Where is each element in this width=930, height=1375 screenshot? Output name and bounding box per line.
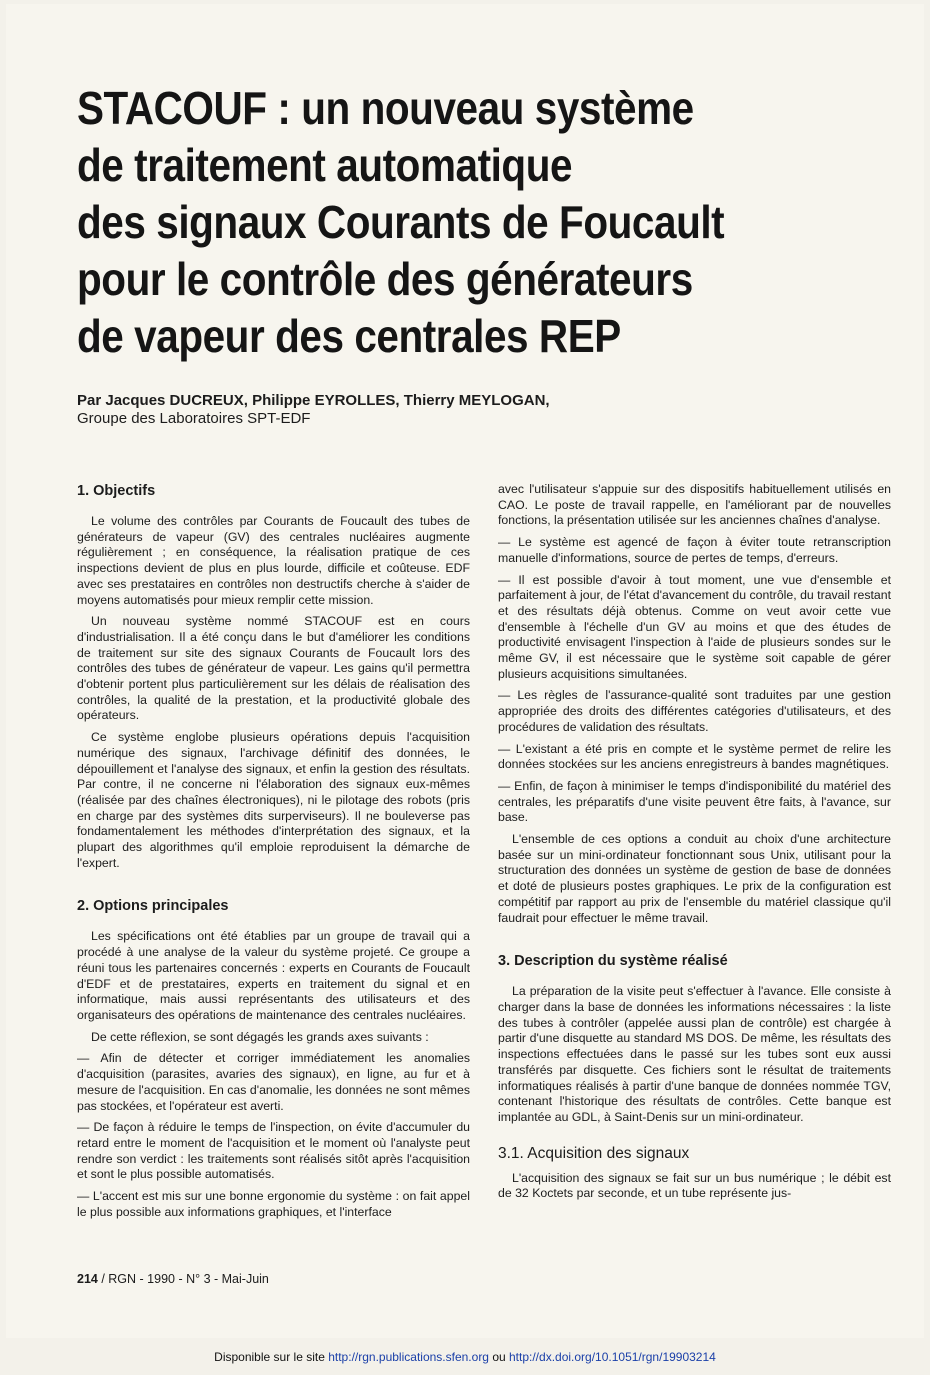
author-block (77, 392, 550, 428)
footer-link-doi[interactable]: http://dx.doi.org/10.1051/rgn/19903214 (509, 1350, 716, 1364)
paragraph: De cette réflexion, se sont dégagés les grands axes suivants : (91, 1029, 429, 1044)
article-title (77, 80, 877, 365)
title-line: des signaux Courants de Foucault (77, 196, 725, 248)
paragraph: Ce système englobe plusieurs opérations depuis l'acquisition numérique des signaux, l'archivage définitif des données, le dépouillement et l'analyse des signaux, et enfin la gestion des résultats. Par contre, il ne concerne ni l'élaboration des signaux eux-mêmes (réalisée par des chaînes électroniques), ni le pilotage des robots (pris en charge par des systèmes dits surperviseurs). Il ne bouleverse pas fondamentalement les méthodes d'interprétation des signaux, et la plupart des algorithmes qu'il emploie reproduisent la démarche de l'expert. (77, 730, 470, 870)
right-column (498, 482, 891, 1208)
dash-item: — Il est possible d'avoir à tout moment, une vue d'ensemble et parfaitement à jour, de l'état d'avancement du contrôle, du travail restant et des résultats déjà obtenus. Comme on veut avoir cette vue d'ensemble à l'échelle d'un GV au moins et que des études de productivité envisagent l'inspection à l'aide de plusieurs sondes sur le même GV, il est nécessaire que le système soit capable de gérer plusieurs acquisitions simultanées. (498, 572, 891, 681)
paragraph: L'ensemble de ces options a conduit au choix d'une architecture basée sur un mini-ordinateur fonctionnant sous Unix, utilisant pour la structuration des données un système de gestion de base de données et doté de plusieurs postes graphiques. Le prix de la configuration est compétitif par rapport au prix de l'ensemble du matériel classique qu'il faudrait pour effectuer le même travail. (498, 832, 891, 925)
paragraph: Un nouveau système nommé STACOUF est en cours d'industrialisation. Il a été conçu dans le but d'améliorer les conditions de traitement sur site des signaux Courants de Foucault lors des contrôles des tubes de générateur de vapeur. Les gains qu'il permettra d'obtenir portent plus particulièrement sur les délais de réalisation des contrôles, la qualité de la prestation, et la productivité globale des opérateurs. (77, 614, 470, 723)
dash-item: — L'accent est mis sur une bonne ergonomie du système : on fait appel le plus possible aux informations graphiques, et l'interface (77, 1189, 470, 1219)
author-names: Par Jacques DUCREUX, Philippe EYROLLES, Thierry MEYLOGAN, (77, 392, 550, 409)
availability-footer (0, 1350, 930, 1364)
dash-item: — Afin de détecter et corriger immédiatement les anomalies d'acquisition (parasites, avaries des signaux), en ligne, au fur et à mesure de l'acquisition. En cas d'anomalie, les données ne sont mêmes pas stockées, et l'opérateur est averti. (77, 1051, 470, 1113)
footer-prefix: Disponible sur le site (214, 1350, 329, 1364)
title-line: STACOUF : un nouveau système (77, 82, 694, 134)
footer-middle: ou (488, 1350, 509, 1364)
dash-item: — Le système est agencé de façon à éviter toute retranscription manuelle d'informations, source de pertes de temps, d'erreurs. (498, 535, 891, 565)
author-affiliation: Groupe des Laboratoires SPT-EDF (77, 410, 311, 427)
page-number: 214 (77, 1272, 98, 1286)
left-column (77, 482, 470, 1226)
title-line: pour le contrôle des générateurs (77, 253, 693, 305)
journal-reference: / RGN - 1990 - N° 3 - Mai-Juin (97, 1272, 269, 1286)
subsection-heading: 3.1. Acquisition des signaux (498, 1144, 690, 1162)
dash-item: — De façon à réduire le temps de l'inspection, on évite d'accumuler du retard entre le moment de l'acquisition et le moment où l'analyste peut rendre son verdict : les traitements sont réalisés sitôt après l'acquisition et sont le plus possible automatisés. (77, 1120, 470, 1182)
paragraph: L'acquisition des signaux se fait sur un bus numérique ; le débit est de 32 Koctets par seconde, et un tube représente jus- (498, 1170, 891, 1201)
footer-link-site[interactable]: http://rgn.publications.sfen.org (328, 1350, 489, 1364)
title-line: de vapeur des centrales REP (77, 310, 621, 362)
paragraph: avec l'utilisateur s'appuie sur des dispositifs habituellement utilisés en CAO. Le poste de travail rappelle, en l'améliorant par de nouvelles fonctions, la présentation utilisée sur les anciennes chaînes d'analyse. (498, 482, 891, 528)
section-heading: 1. Objectifs (77, 483, 156, 499)
dash-item: — Enfin, de façon à minimiser le temps d'indisponibilité du matériel des centrales, les préparatifs d'une visite peuvent être faits, à l'avance, sur base. (498, 778, 891, 825)
title-line: de traitement automatique (77, 139, 573, 191)
section-heading: 2. Options principales (77, 898, 229, 915)
page-folio (77, 1272, 269, 1286)
paragraph: Le volume des contrôles par Courants de Foucault des tubes de générateurs de vapeur (GV) des centrales nucléaires augmente régulièrement ; en conséquence, la réalisation pratique de ces inspections devient de plus en plus lourde, difficile et coûteuse. EDF avec ses prestataires en contrôles non destructifs cherche à s'aider de moyens automatisés pour mieux remplir cette mission. (77, 514, 470, 607)
paragraph: Les spécifications ont été établies par un groupe de travail qui a procédé à une analyse de la valeur du système projeté. Ce groupe a réuni tous les partenaires concernés : experts en Courants de Foucault d'EDF et de prestataires, experts en traitement du signal et en informatique, mais aussi représentants des utilisateurs et des organisateurs des opérations de maintenance des centrales nucléaires. (77, 929, 470, 1022)
paragraph: La préparation de la visite peut s'effectuer à l'avance. Elle consiste à charger dans la base de données les informations nécessaires : la liste des tubes à contrôler (appelée aussi plan de contrôle) est chargée à partir d'une disquette au standard MS DOS. De même, les résultats des inspections effectuées dans le passé sur les tubes sont eux aussi transférés par disquette. Ces fichiers sont le résultat de traitements informatiques réalisés à partir d'une banque de données nommée TGV, contenant l'historique des résultats de contrôles. Cette banque est implantée au GDL, à Saint-Denis sur un mini-ordinateur. (498, 984, 891, 1124)
section-heading: 3. Description du système réalisé (498, 953, 728, 970)
dash-item: — Les règles de l'assurance-qualité sont traduites par une gestion appropriée des droits des différentes catégories d'utilisateurs, et des procédures de validation des résultats. (498, 688, 891, 734)
dash-item: — L'existant a été pris en compte et le système permet de relire les données stockées sur les anciens enregistreurs à bandes magnétiques. (498, 741, 891, 772)
